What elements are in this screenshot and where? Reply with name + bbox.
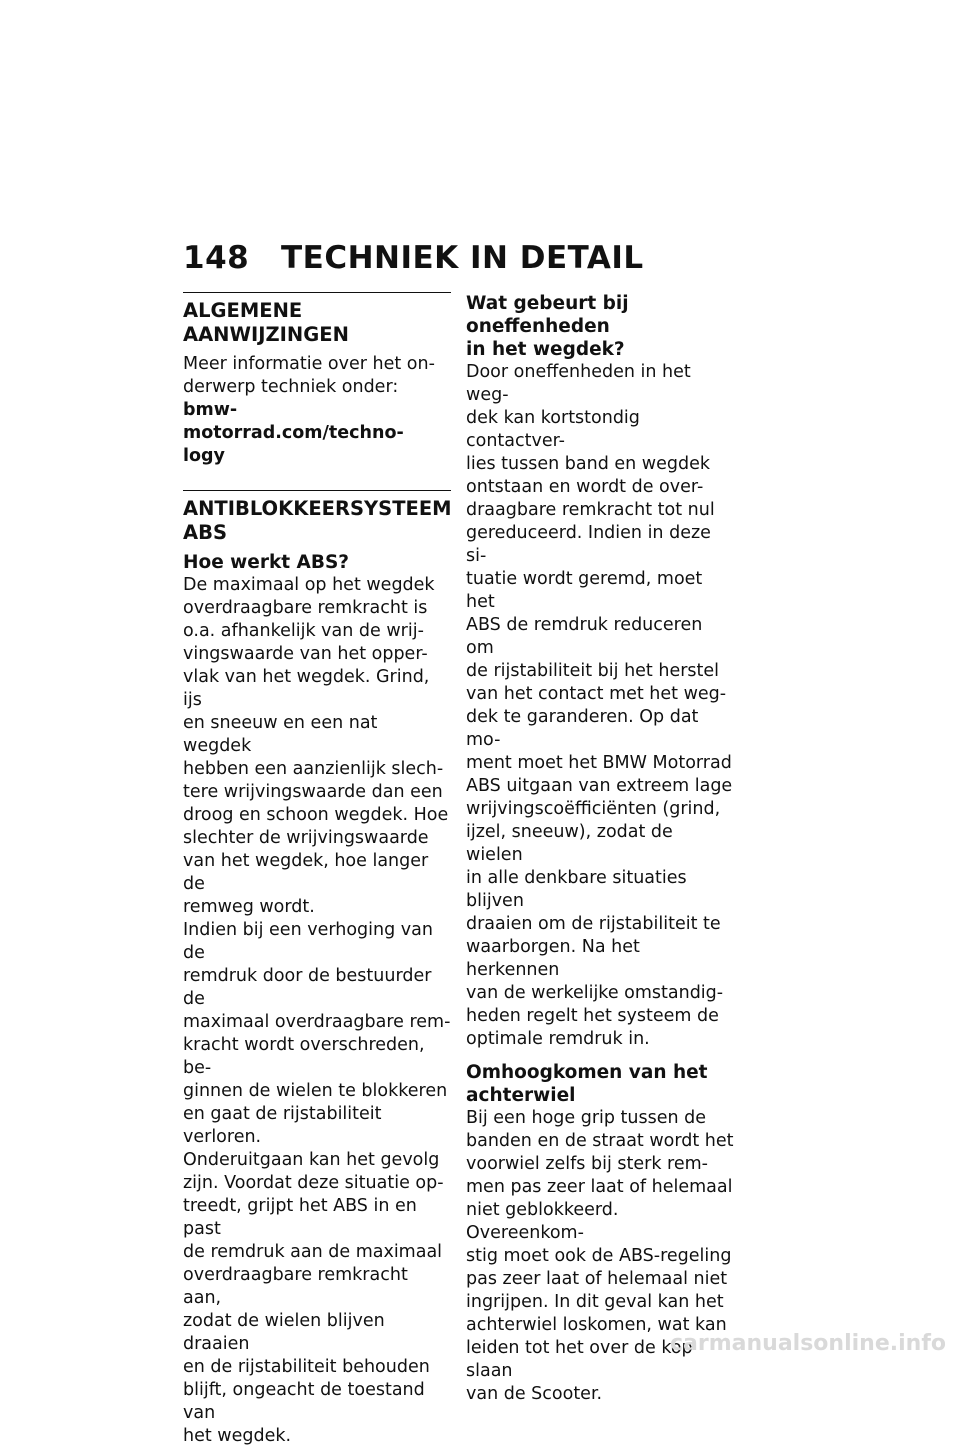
road-unevenness-text: Door oneffenheden in het weg- dek kan kortstondig contactver- lies tussen band en wegdek ontstaan en wordt de over- draagbare remkracht tot nul gereduceerd. Indien in deze si- tuatie wordt geremd, moet het ABS de remdruk reduceren om de rijstabiliteit bij het herstel van het contact met het weg- dek te garanderen. Op dat mo- ment moet het BMW Motorrad ABS uitgaan van extreem lage wrijvingscoëfficiënten (grind, ijzel, sneeuw), zodat de wielen in alle denkbare situaties blijven draaien om de rijstabiliteit te waarborgen. Na het herkennen van de werkelijke omstandig- heden regelt het systeem de optimale remdruk in. [466,362,733,1049]
subtitle-how-abs-works: Hoe werkt ABS? [183,552,350,573]
section-divider [183,490,451,491]
general-info-text: Meer informatie over het on- derwerp techniek onder: [183,354,435,397]
page-header [183,240,644,276]
page-number: 148 [183,240,250,276]
subtitle-rear-wheel-lift: Omhoogkomen van het achterwiel [466,1062,708,1106]
abs-paragraph-2: Indien bij een verhoging van de remdruk door de bestuurder de maximaal overdraagbare rem- kracht wordt overschreden, be- ginnen de wielen te blokkeren en gaat de rijstabiliteit verloren. Onderuitgaan kan het gevolg zijn. Voordat deze situatie op- treedt, grijpt het ABS in en past de remdruk aan de maximaal overdraagbare remkracht aan, zodat de wielen blijven draaien en de rijstabiliteit behouden blijft, ongeacht de toestand van het wegdek. [183,920,451,1446]
abs-paragraph-1: De maximaal op het wegdek overdraagbare remkracht is o.a. afhankelijk van de wrij- vingswaarde van het opper- vlak van het wegdek. Grind, ijs en sneeuw en een nat wegdek hebben een aanzienlijk slech- tere wrijvingswaarde dan een droog en schoon wegdek. Hoe slechter de wrijvingswaarde van het wegdek, hoe langer de remweg wordt. [183,575,449,917]
left-column [183,292,451,1448]
right-column [466,292,734,1406]
section-divider [183,292,451,293]
subtitle-road-unevenness: Wat gebeurt bij oneffenheden in het wegdek? [466,293,629,360]
section-title-abs: ANTIBLOKKEERSYSTEEM ABS [183,497,452,544]
technology-link[interactable]: bmw-motorrad.com/techno- logy [183,400,404,466]
chapter-title: TECHNIEK IN DETAIL [281,240,644,276]
section-title-general: ALGEMENE AANWIJZINGEN [183,299,349,346]
rear-wheel-lift-text: Bij een hoge grip tussen de banden en de straat wordt het voorwiel zelfs bij sterk rem- men pas zeer laat of helemaal niet geblokkeerd. Overeenkom- stig moet ook de ABS-regeling pas zeer laat of helemaal niet ingrijpen. In dit geval kan het achterwiel loskomen, wat kan leiden tot het over de kop slaan van de Scooter. [466,1108,734,1404]
watermark: carmanualsonline.info [670,1331,946,1356]
